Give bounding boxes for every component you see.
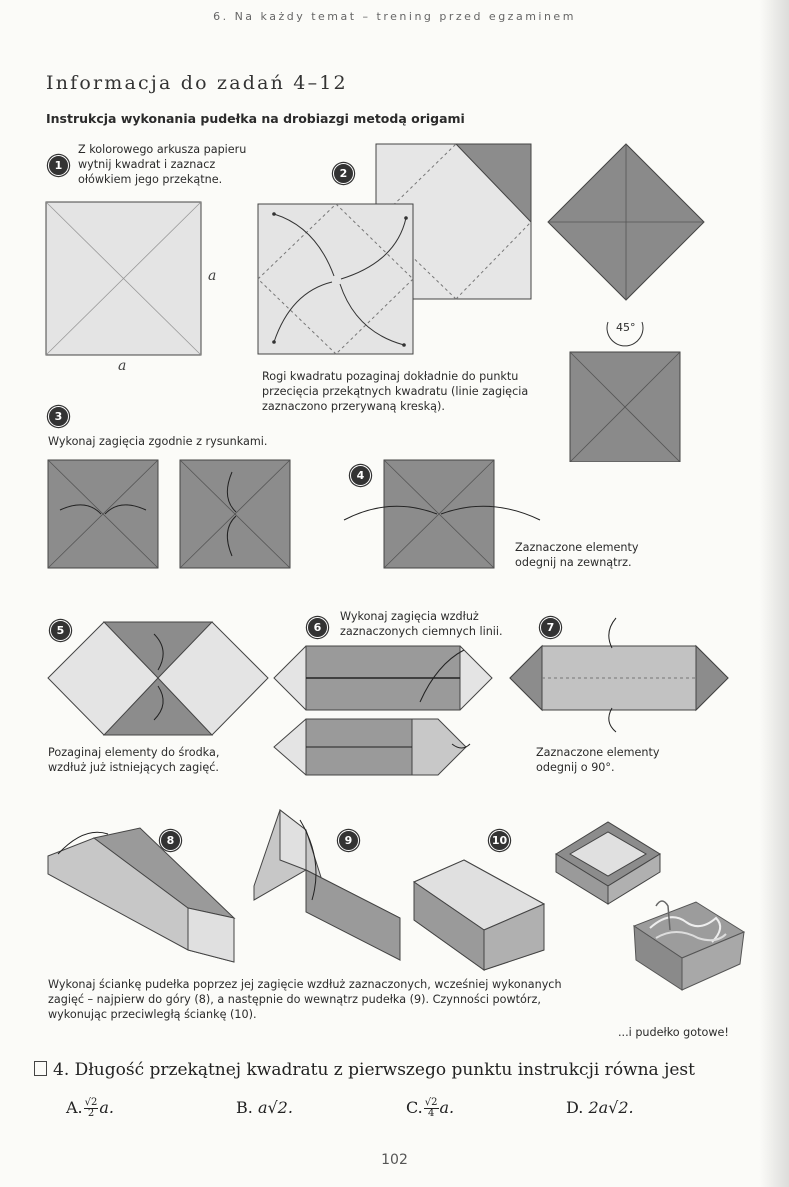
denominator: 4	[427, 1108, 435, 1119]
step-badge-1: 1	[48, 155, 69, 176]
step-2-text	[262, 369, 528, 414]
steps-8-10-figures	[44, 800, 564, 975]
step-2-line: zaznaczono przerywaną kreską).	[262, 400, 445, 413]
page-edge-shadow	[759, 0, 789, 1187]
instruction-title: Instrukcja wykonania pudełka na drobiazgi metodą origami	[46, 111, 465, 126]
diamond-and-rotated-square	[546, 142, 706, 462]
step-1-line: ołówkiem jego przekątne.	[78, 173, 223, 186]
step-6-figures	[272, 644, 497, 804]
step-badge-4: 4	[350, 465, 371, 486]
option-variable: a.	[439, 1098, 455, 1117]
side-label-a: a	[208, 268, 217, 284]
step-7-text	[536, 745, 660, 775]
step-1-square-figure	[44, 200, 204, 360]
step-6-line: Wykonaj zagięcia wzdłuż	[340, 610, 479, 623]
option-letter: B.	[236, 1098, 253, 1117]
final-line: Wykonaj ściankę pudełka poprzez jej zagięcie wzdłuż zaznaczonych, wcześniej wykonanych	[48, 978, 562, 991]
step-badge-3: 3	[48, 406, 69, 427]
page-number: 102	[381, 1152, 408, 1168]
done-text: ...i pudełko gotowe!	[618, 1026, 729, 1039]
option-text: a√2.	[257, 1098, 293, 1117]
step-badge-5: 5	[50, 620, 71, 641]
step-4-text	[515, 540, 639, 570]
option-letter: D.	[566, 1098, 584, 1117]
step-6-line: zaznaczonych ciemnych linii.	[340, 625, 503, 638]
rotate-45-label: 45°	[616, 321, 636, 334]
step-badge-10: 10	[489, 830, 510, 851]
step-5-line: wzdłuż już istniejących zagięć.	[48, 761, 219, 774]
option-letter: A.	[66, 1098, 83, 1117]
option-text: 2a√2.	[588, 1098, 634, 1117]
final-line: zagięć – najpierw do góry (8), a następnie do wewnątrz pudełka (9). Czynności powtórz,	[48, 993, 541, 1006]
step-badge-8: 8	[160, 830, 181, 851]
step-4-line: Zaznaczone elementy	[515, 541, 639, 554]
option-letter: C.	[406, 1098, 423, 1117]
section-title: Informacja do zadań 4–12	[46, 72, 348, 94]
step-7-line: odegnij o 90°.	[536, 761, 615, 774]
step-badge-2: 2	[333, 163, 354, 184]
question-text: Długość przekątnej kwadratu z pierwszego punktu instrukcji równa jest	[74, 1060, 695, 1080]
fraction	[84, 1098, 99, 1119]
step-7-line: Zaznaczone elementy	[536, 746, 660, 759]
step-2-line: przecięcia przekątnych kwadratu (linie zagięcia	[262, 385, 529, 398]
fraction	[424, 1098, 439, 1119]
step-5-figure	[46, 620, 271, 738]
step-5-text	[48, 745, 219, 775]
step-2-line: Rogi kwadratu pozaginaj dokładnie do punktu	[262, 370, 519, 383]
step-5-line: Pozaginaj elementy do środka,	[48, 746, 220, 759]
final-line: wykonując przeciwległą ściankę (10).	[48, 1008, 257, 1021]
answer-checkbox[interactable]	[34, 1061, 47, 1076]
step-1-text	[78, 142, 246, 187]
denominator: 2	[87, 1108, 95, 1119]
step-2-figures	[256, 142, 546, 357]
step-1-line: wytnij kwadrat i zaznacz	[78, 158, 216, 171]
step-badge-7: 7	[540, 617, 561, 638]
finished-box-figure	[552, 818, 672, 908]
option-a[interactable]	[66, 1098, 114, 1119]
bottom-label-a: a	[118, 358, 127, 374]
paperclip-box-photo	[626, 898, 751, 993]
option-c[interactable]	[406, 1098, 454, 1119]
step-4-line: odegnij na zewnątrz.	[515, 556, 632, 569]
step-1-line: Z kolorowego arkusza papieru	[78, 143, 247, 156]
option-d[interactable]	[566, 1098, 634, 1117]
numerator: √2	[84, 1097, 98, 1108]
question-number: 4.	[53, 1060, 70, 1080]
running-head: 6. Na każdy temat – trening przed egzaminem	[213, 10, 576, 23]
step-3-text: Wykonaj zagięcia zgodnie z rysunkami.	[48, 435, 268, 448]
option-b[interactable]	[236, 1098, 293, 1117]
question-4	[34, 1060, 695, 1080]
step-7-figure	[508, 614, 733, 734]
numerator: √2	[424, 1097, 438, 1108]
step-badge-6: 6	[307, 617, 328, 638]
step-6-text	[340, 609, 503, 639]
final-instruction-text	[48, 977, 562, 1022]
option-variable: a.	[99, 1098, 114, 1117]
step-3-figures	[46, 458, 296, 573]
step-badge-9: 9	[338, 830, 359, 851]
